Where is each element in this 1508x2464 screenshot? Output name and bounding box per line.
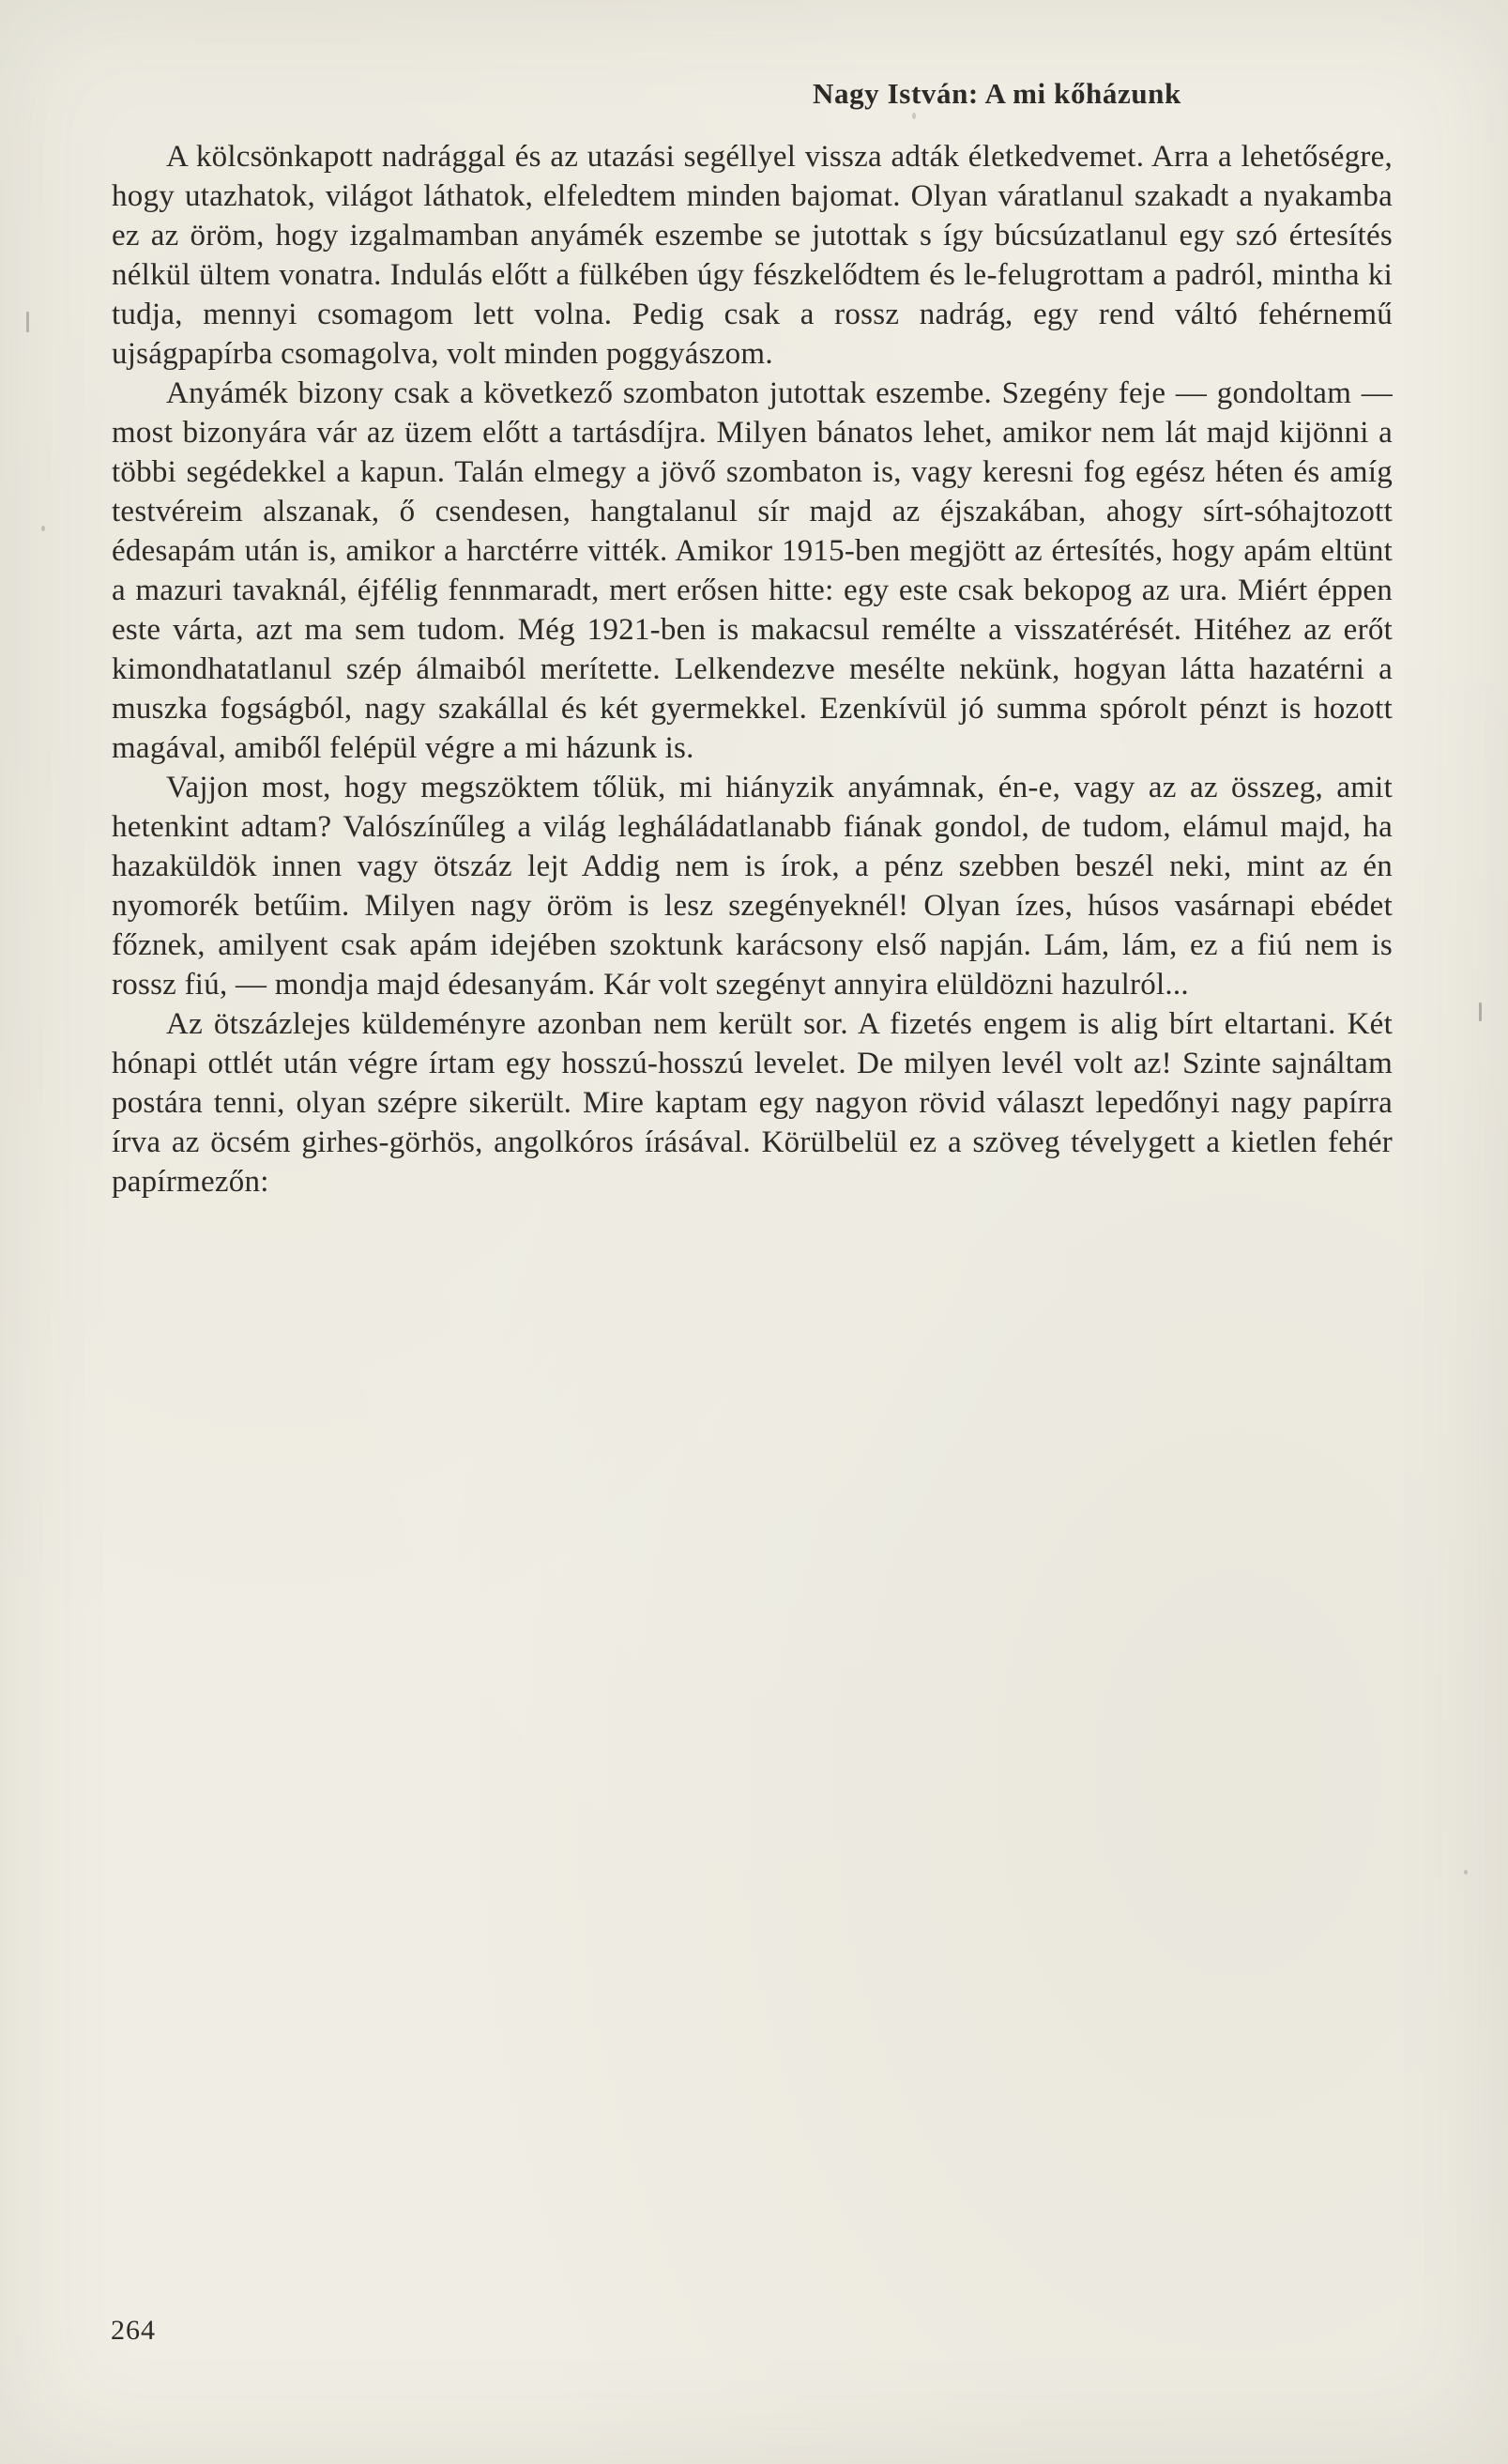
scan-artifact — [912, 113, 916, 119]
page-body — [112, 137, 1393, 1201]
page-number: 264 — [111, 2315, 156, 2346]
paragraph: Vajjon most, hogy megszöktem tőlük, mi hiányzik anyámnak, én-e, vagy az az összeg, amit hetenkint adtam? Valószínűleg a világ legháládatlanabb fiának gondol, de tudom, elámul majd, ha hazaküldök innen vagy ötszáz lejt Addig nem is írok, a pénz szebben beszél neki, mint az én nyomorék betűim. Milyen nagy öröm is lesz szegényeknél! Olyan ízes, húsos vasárnapi ebédet főznek, amilyent csak apám idejében szoktunk karácsony első napján. Lám, lám, ez a fiú nem is rossz fiú, — mondja majd édesanyám. Kár volt szegényt annyira elüldözni hazulról... — [112, 771, 1393, 1002]
scan-artifact — [26, 312, 29, 332]
scan-artifact — [1464, 1870, 1468, 1875]
running-header: Nagy István: A mi kőházunk — [813, 77, 1181, 110]
paragraph: A kölcsönkapott nadrággal és az utazási segéllyel vissza adták életkedvemet. Arra a lehetőségre, hogy utazhatok, világot láthatok, elfeledtem minden bajomat. Olyan váratlanul szakadt a nyakamba ez az öröm, hogy izgalmamban anyámék eszembe se jutottak s így búcsúzatlanul egy szó értesítés nélkül ültem vonatra. Indulás előtt a fülkében úgy fészkelődtem és le-felugrottam a padról, mintha ki tudja, mennyi csomagom lett volna. Pedig csak a rossz nadrág, egy rend váltó fehérnemű ujságpapírba csomagolva, volt minden poggyászom. — [112, 140, 1393, 371]
scan-artifact — [1479, 1002, 1482, 1021]
paragraph: Anyámék bizony csak a következő szombaton jutottak eszembe. Szegény feje — gondoltam — most bizonyára vár az üzem előtt a tartásdíjra. Milyen bánatos lehet, amikor nem lát majd kijönni a többi segédekkel a kapun. Talán elmegy a jövő szombaton is, vagy keresni fog egész héten és amíg testvéreim alszanak, ő csendesen, hangtalanul sír majd az éjszakában, ahogy sírt-sóhajtozott édesapám után is, amikor a harctérre vitték. Amikor 1915-ben megjött az értesítés, hogy apám eltünt a mazuri tavaknál, éjfélig fennmaradt, mert erősen hitte: egy este csak bekopog az ura. Miért éppen este várta, azt ma sem tudom. Még 1921-ben is makacsul remélte a visszatérését. Hitéhez az erőt kimondhatatlanul szép álmaiból merítette. Lelkendezve mesélte nekünk, hogyan látta hazatérni a muszka fogságból, nagy szakállal és két gyermekkel. Ezenkívül jó summa spórolt pénzt is hozott magával, amiből felépül végre a mi házunk is. — [112, 376, 1393, 765]
scan-artifact — [41, 526, 45, 531]
paragraph: Az ötszázlejes küldeményre azonban nem került sor. A fizetés engem is alig bírt eltartani. Két hónapi ottlét után végre írtam egy hosszú-hosszú levelet. De milyen levél volt az! Szinte sajnáltam postára tenni, olyan szépre sikerült. Mire kaptam egy nagyon rövid választ lepedőnyi nagy papírra írva az öcsém girhes-görhös, angolkóros írásával. Körülbelül ez a szöveg tévelygett a kietlen fehér papírmezőn: — [112, 1007, 1393, 1199]
